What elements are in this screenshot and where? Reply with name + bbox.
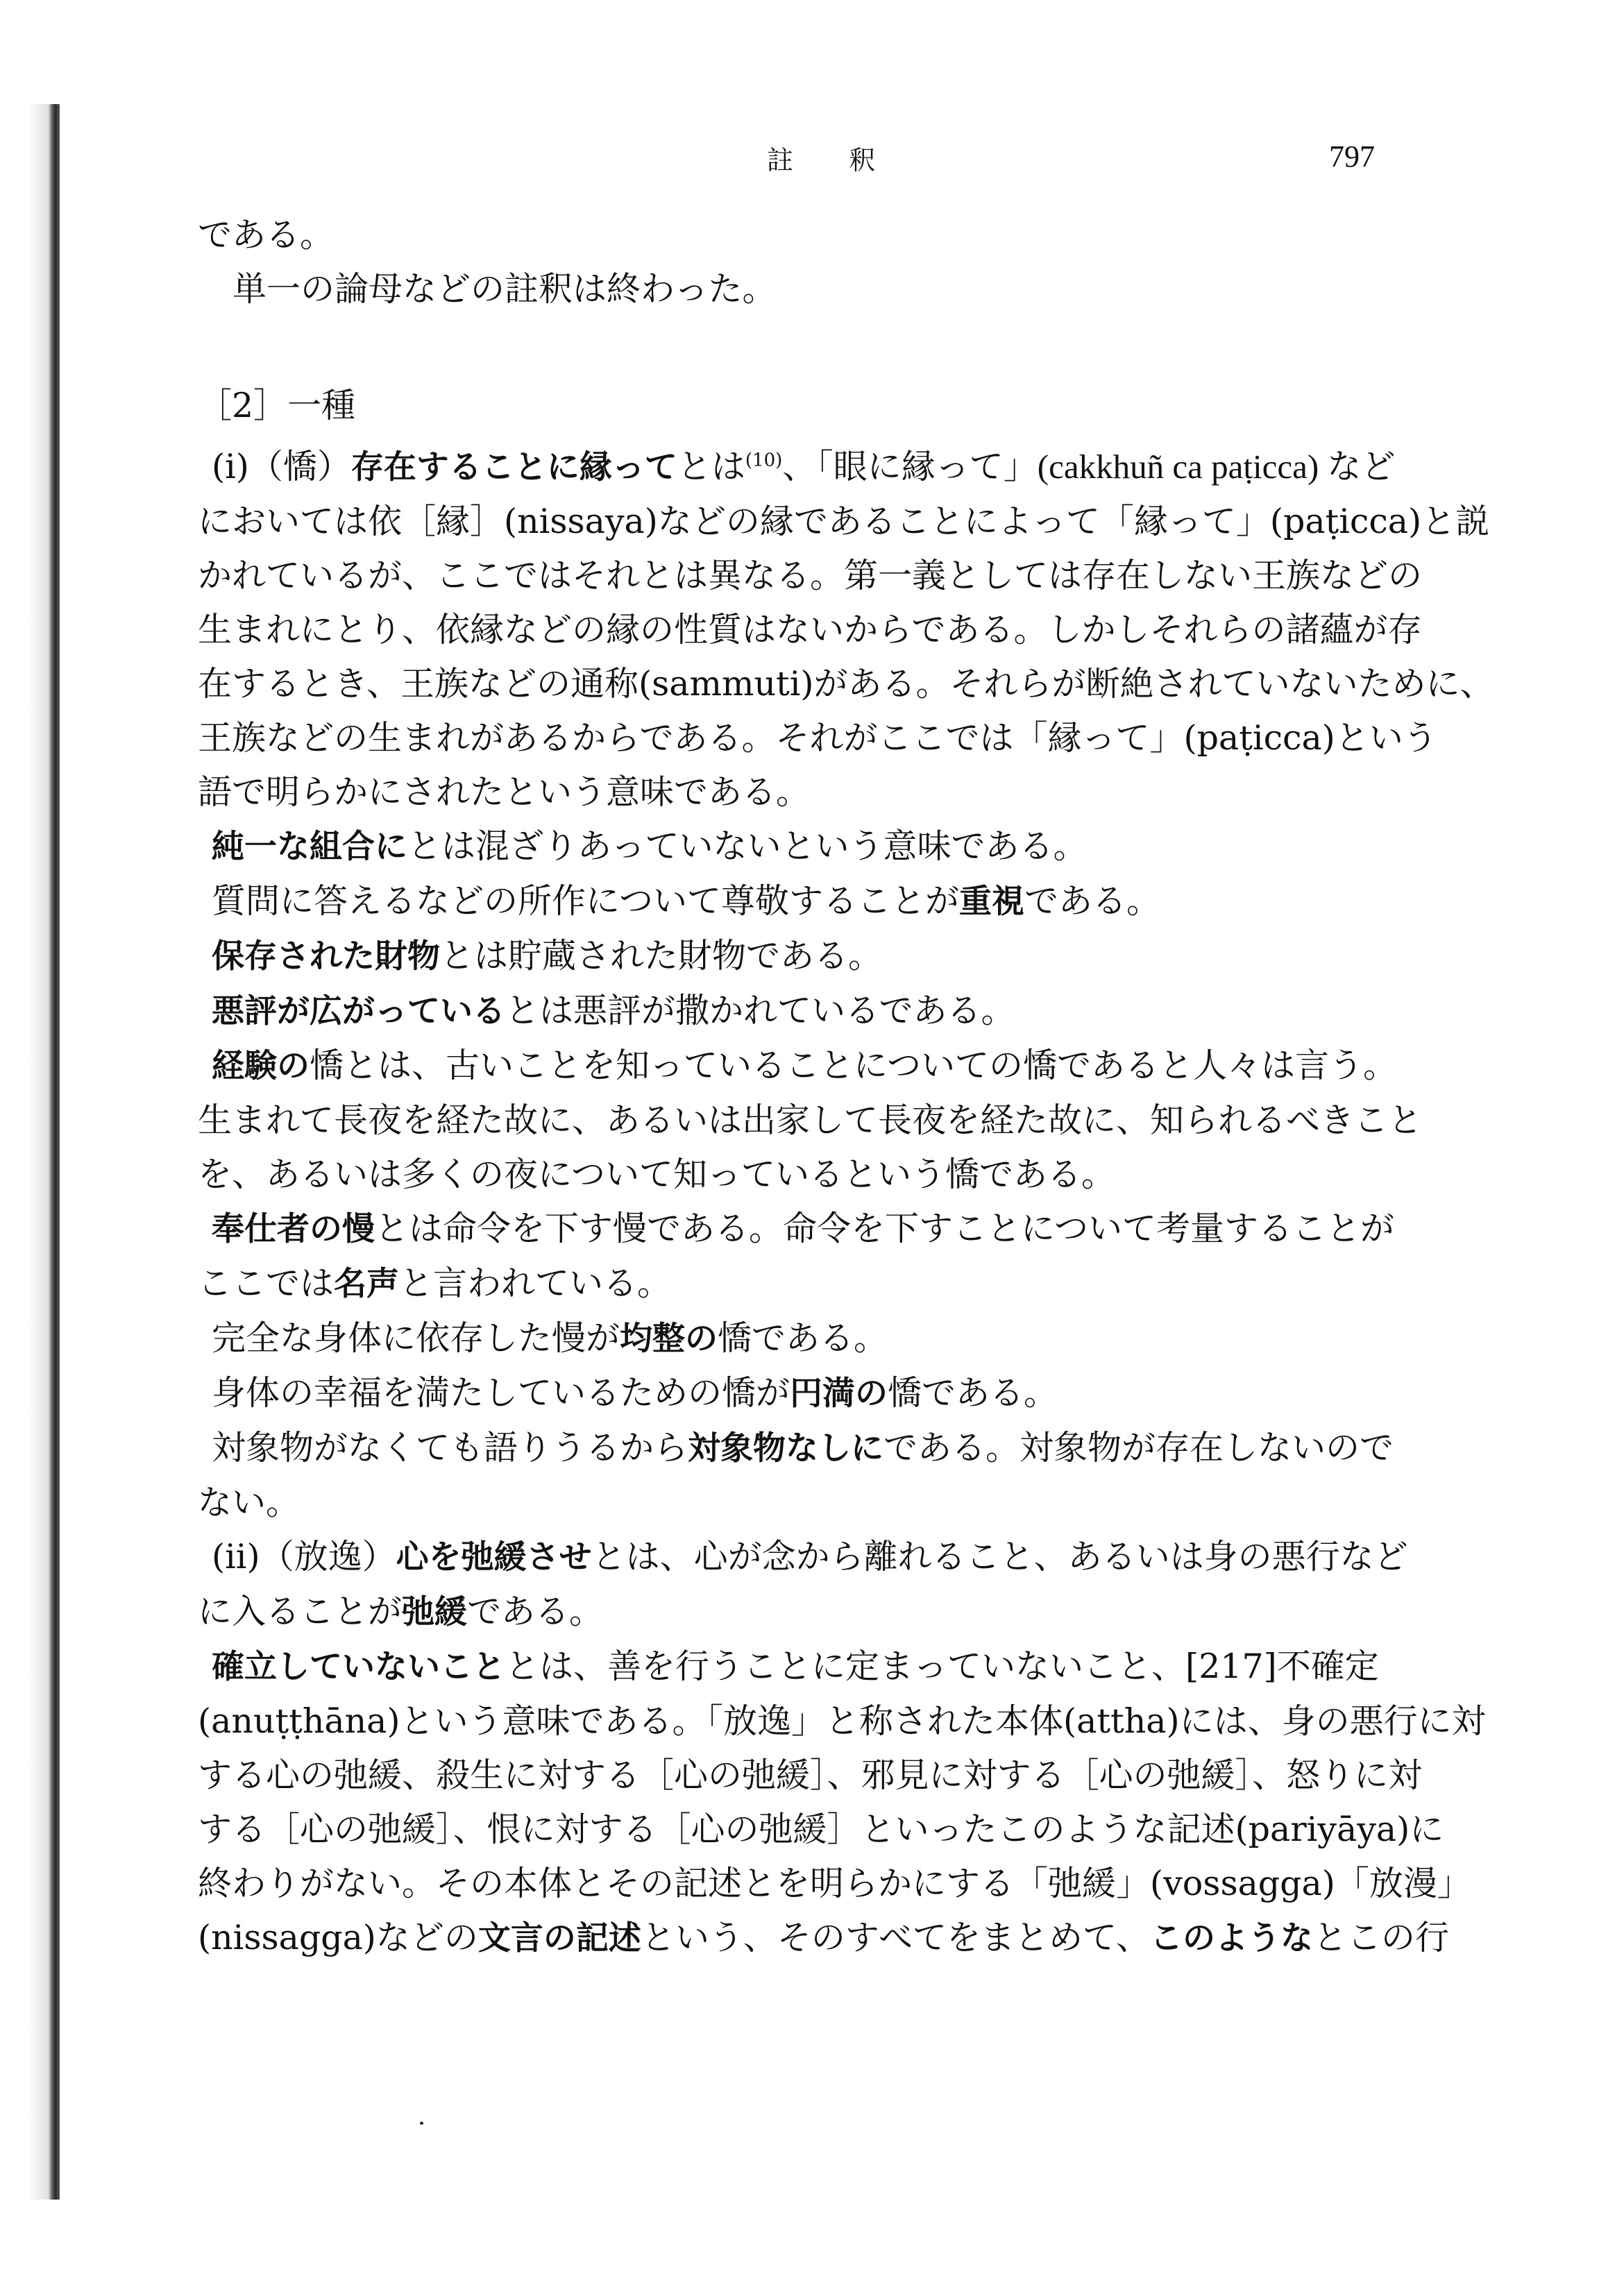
text-line: ない。 xyxy=(198,1483,301,1522)
text-line: (ii)（放逸）心を弛緩させとは、心が念から離れること、あるいは身の悪行など xyxy=(212,1537,1408,1576)
text-line: (nissagga)などの文言の記述という、そのすべてをまとめて、このようなとこの行 xyxy=(198,1918,1449,1957)
book-spine-edge xyxy=(49,104,60,2200)
text-line: (i)（憍）存在することに縁ってとは$^{(10)}$、「眼に縁って」(cakkhuñ ca paṭicca) など xyxy=(212,447,1396,486)
text-line: かれているが、ここではそれとは異なる。第一義としては存在しない王族などの xyxy=(198,556,1423,595)
text-line: 完全な身体に依存した慢が均整の憍である。 xyxy=(212,1318,888,1358)
footnote-marker[interactable]: (10) xyxy=(745,450,783,471)
text-line: ここでは名声と言われている。 xyxy=(198,1264,672,1303)
text-line: に入ることが弛緩である。 xyxy=(198,1592,604,1631)
text-line: 純一な組合にとは混ざりあっていないという意味である。 xyxy=(212,826,1088,866)
text-line: 奉仕者の慢とは命令を下す慢である。命令を下すことについて考量することが xyxy=(212,1209,1395,1248)
scan-speck xyxy=(420,2122,423,2125)
text-line: 王族などの生まれがあるからである。それがここでは「縁って」(paṭicca)という xyxy=(198,718,1437,758)
text-line: (anuṭṭhāna)という意味である。「放逸」と称された本体(attha)には、身の悪行に対 xyxy=(198,1701,1486,1741)
text-line: 生まれて長夜を経た故に、あるいは出家して長夜を経た故に、知られるべきこと xyxy=(198,1100,1423,1140)
text-line: である。 xyxy=(198,215,335,255)
text-line: 確立していないこととは、善を行うことに定まっていないこと、[217]不確定 xyxy=(212,1647,1379,1686)
text-line: する心の弛緩、殺生に対する［心の弛緩］、邪見に対する［心の弛緩］、怒りに対 xyxy=(198,1755,1423,1795)
text-line: 身体の幸福を満たしているための憍が円満の憍である。 xyxy=(212,1373,1058,1413)
text-line: においては依［縁］(nissaya)などの縁であることによって「縁って」(paṭicca)と説 xyxy=(198,502,1490,541)
text-line: 保存された財物とは貯蔵された財物である。 xyxy=(212,936,883,976)
text-line: 終わりがない。その本体とその記述とを明らかにする「弛緩」(vossagga)「放漫」 xyxy=(198,1864,1471,1903)
text-line: 対象物がなくても語りうるから対象物なしにである。対象物が存在しないので xyxy=(212,1428,1394,1468)
text-line: を、あるいは多くの夜について知っているという憍である。 xyxy=(198,1155,1116,1194)
text-line: 悪評が広がっているとは悪評が撒かれているである。 xyxy=(212,991,1015,1030)
text-line: 質問に答えるなどの所作について尊敬することが重視である。 xyxy=(212,881,1161,921)
text-line: 経験の憍とは、古いことを知っていることについての憍であると人々は言う。 xyxy=(212,1046,1398,1085)
book-gutter-shadow xyxy=(28,104,49,2200)
text-line: 語で明らかにされたという意味である。 xyxy=(198,772,811,812)
text-line: 生まれにとり、依縁などの縁の性質はないからである。しかしそれらの諸蘊が存 xyxy=(198,610,1422,649)
text-line: する［心の弛緩］、恨に対する［心の弛緩］といったこのような記述(pariyāya)に xyxy=(198,1810,1444,1849)
page-body xyxy=(198,208,1494,1966)
page-number: 797 xyxy=(1329,139,1375,173)
text-line: 在するとき、王族などの通称(sammuti)がある。それらが断絶されていないために、 xyxy=(198,664,1494,704)
section-heading: ［2］一種 xyxy=(198,386,356,425)
running-header-title: 註 釈 xyxy=(767,145,899,176)
text-line: 単一の論母などの註釈は終わった。 xyxy=(232,269,777,309)
